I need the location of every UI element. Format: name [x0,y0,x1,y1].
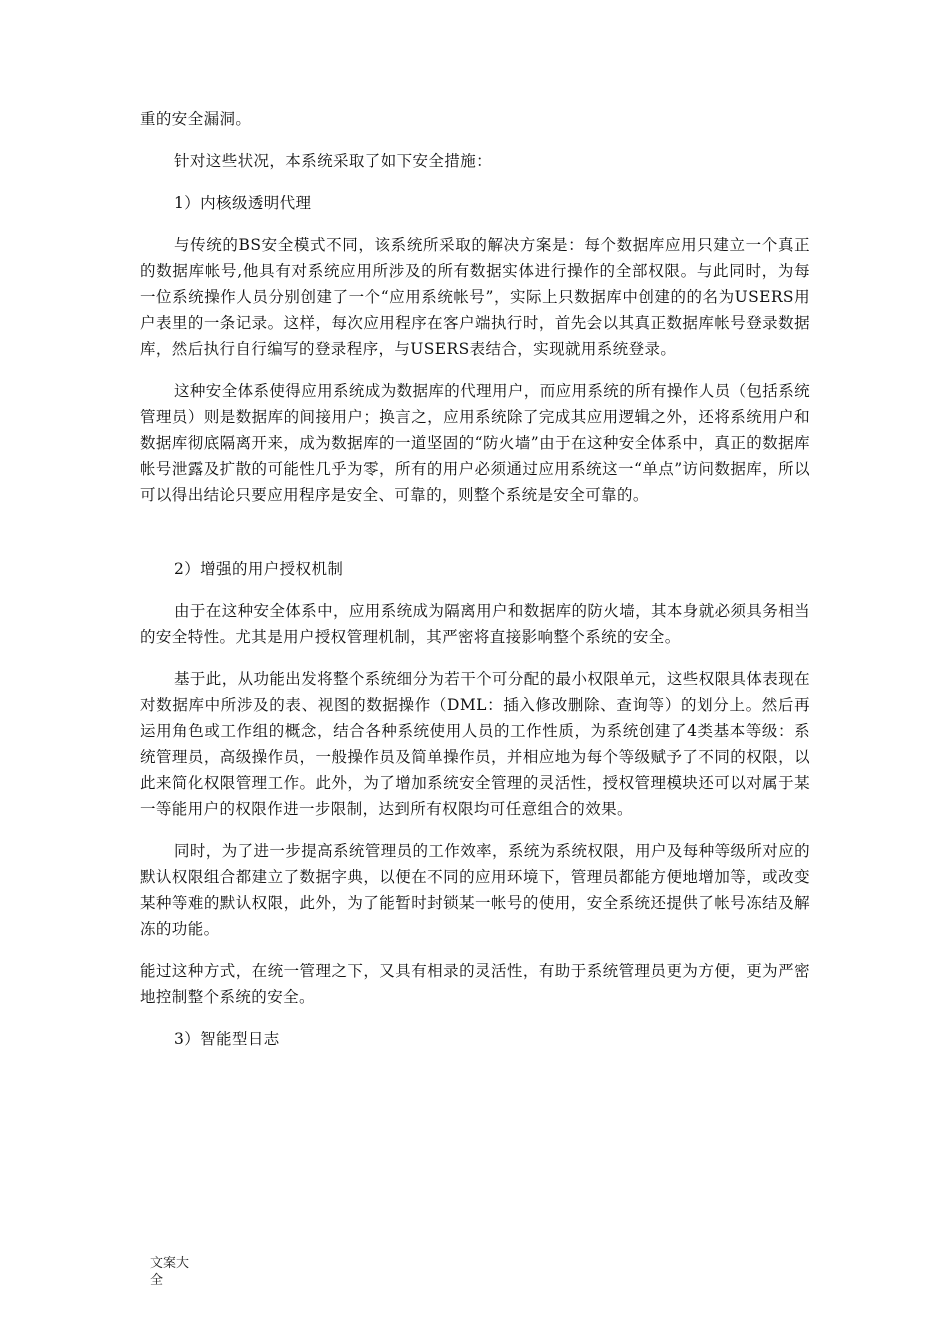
section-heading-1: 1）内核级透明代理 [174,194,312,212]
paragraph-auth-dictionary: 同时，为了进一步提高系统管理员的工作效率，系统为系统权限，用户及每种等级所对应的默认权限组合都建立了数据字典，以便在不同的应用环境下，管理员都能方便地增加等，或改变某种等难的默认权限，此外，为了能暂时封锁某一帐号的使用，安全系统还提供了帐号冻结及解冻的功能。 [140,842,811,938]
section-heading-3: 3）智能型日志 [174,1030,280,1048]
paragraph-intro: 针对这些状况，本系统采取了如下安全措施： [174,152,493,170]
paragraph-auth-summary: 能过这种方式，在统一管理之下，又具有相录的灵活性，有助于系统管理员更为方便，更为严密地控制整个系统的安全。 [140,962,810,1006]
document-body [140,106,810,1052]
section-heading-2: 2）增强的用户授权机制 [174,560,344,578]
paragraph-auth-levels: 基于此，从功能出发将整个系统细分为若干个可分配的最小权限单元，这些权限具体表现在对数据库中所涉及的表、视图的数据操作（DML：插入修改删除、查询等）的划分上。然后再运用角色或工作组的概念，结合各种系统使用人员的工作性质，为系统创建了4类基本等级：系统管理员，高级操作员，一般操作员及简单操作员，并相应地为每个等级赋予了不同的权限，以此来简化权限管理工作。此外，为了增加系统安全管理的灵活性，授权管理模块还可以对属于某一等能用户的权限作进一步限制，达到所有权限均可任意组合的效果。 [140,670,811,818]
paragraph-continuation: 重的安全漏洞。 [140,110,252,128]
paragraph-auth-intro: 由于在这种安全体系中，应用系统成为隔离用户和数据库的防火墙，其本身就必须具务相当的安全特性。尤其是用户授权管理机制，其严密将直接影响整个系统的安全。 [140,602,811,646]
page-footer: 文案大全 [150,1256,190,1288]
paragraph-proxy-solution: 与传统的BS安全模式不同，该系统所采取的解决方案是：每个数据库应用只建立一个真正的数据库帐号,他具有对系统应用所涉及的所有数据实体进行操作的全部权限。与此同时，为每一位系统操作人员分别创建了一个“应用系统帐号”，实际上只数据库中创建的的名为USERS用户表里的一条记录。这样，每次应用程序在客户端执行时，首先会以其真正数据库帐号登录数据库，然后执行自行编写的登录程序，与USERS表结合，实现就用系统登录。 [140,236,810,358]
paragraph-proxy-architecture: 这种安全体系使得应用系统成为数据库的代理用户，而应用系统的所有操作人员（包括系统管理员）则是数据库的间接用户；换言之，应用系统除了完成其应用逻辑之外，还将系统用户和数据库彻底隔离开来，成为数据库的一道坚固的“防火墙”由于在这种安全体系中，真正的数据库帐号泄露及扩散的可能性几乎为零，所有的用户必须通过应用系统这一“单点”访问数据库，所以可以得出结论只要应用程序是安全、可靠的，则整个系统是安全可靠的。 [140,382,811,504]
